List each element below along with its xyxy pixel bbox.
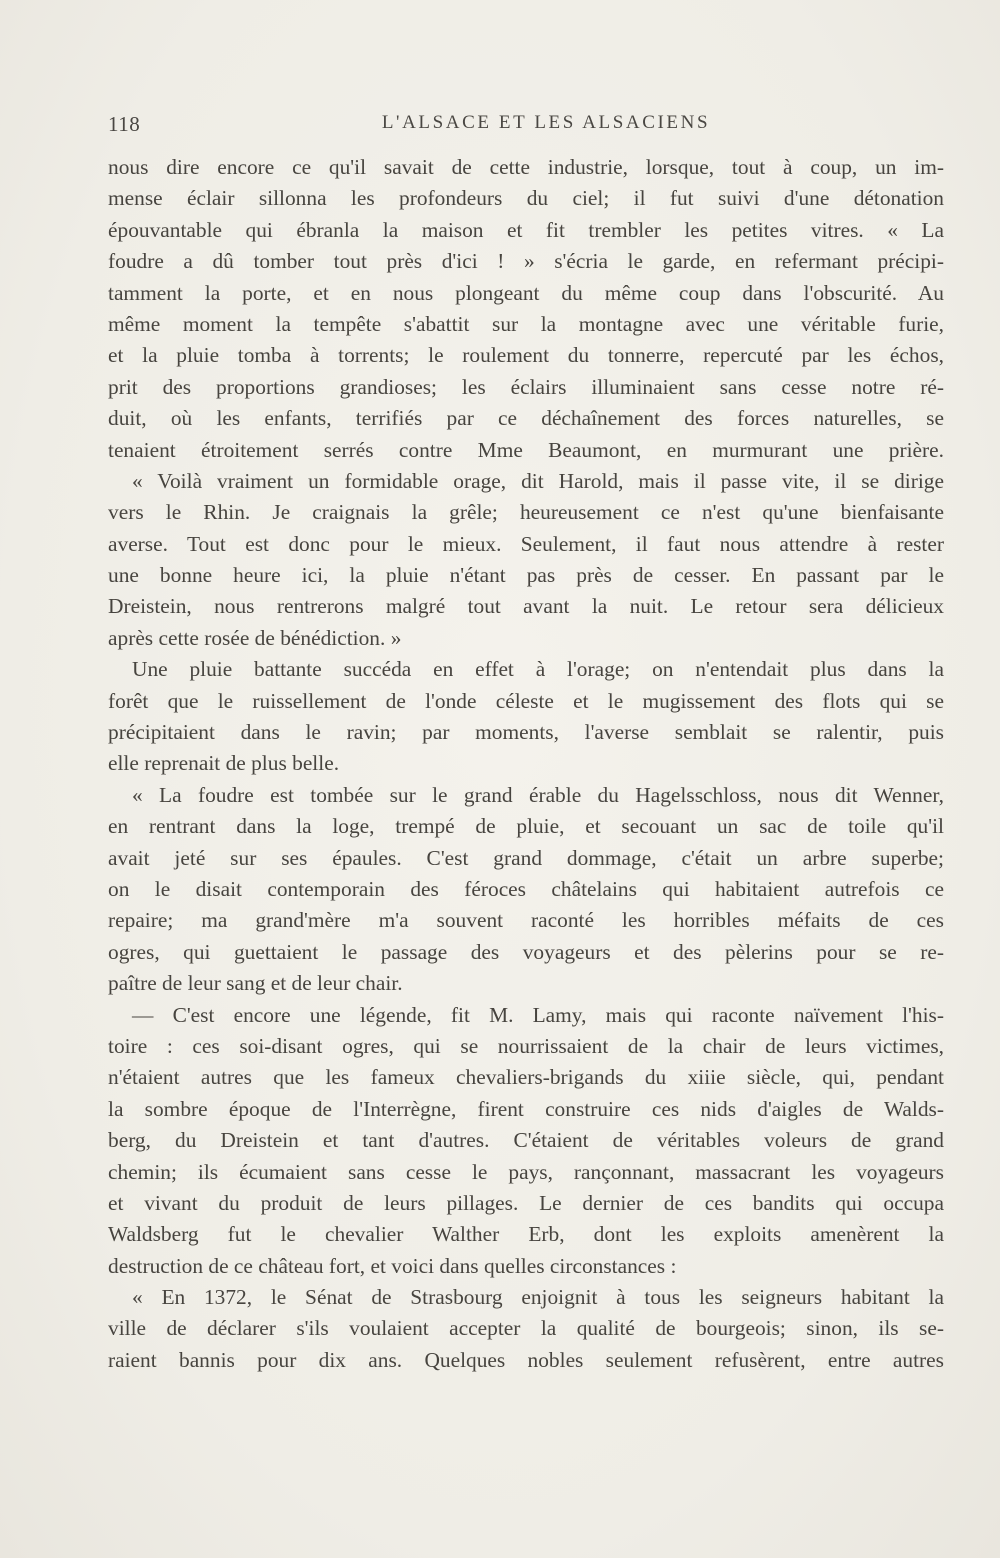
text-line: vers le Rhin. Je craignais la grêle; heureusement ce n'est qu'une bienfaisante	[108, 500, 944, 525]
text-line: « En 1372, le Sénat de Strasbourg enjoignit à tous les seigneurs habitant la	[132, 1285, 944, 1310]
text-line: avait jeté sur ses épaules. C'est grand dommage, c'était un arbre superbe;	[108, 845, 944, 870]
text-line: la sombre époque de l'Interrègne, firent construire ces nids d'aigles de Walds-	[108, 1096, 944, 1121]
running-header	[108, 112, 944, 142]
text-line: duit, où les enfants, terrifiés par ce déchaînement des forces naturelles, se	[108, 406, 944, 431]
text-line: Une pluie battante succéda en effet à l'orage; on n'entendait plus dans la	[132, 657, 944, 682]
text-line: précipitaient dans le ravin; par moments, l'averse semblait se ralentir, puis	[108, 720, 944, 745]
text-line: Waldsberg fut le chevalier Walther Erb, dont les exploits amenèrent la	[108, 1222, 944, 1247]
text-line: « La foudre est tombée sur le grand érable du Hagelsschloss, nous dit Wenner,	[132, 782, 944, 807]
text-line: n'étaient autres que les fameux chevaliers-brigands du xiiie siècle, qui, pendant	[108, 1065, 944, 1090]
text-line: prit des proportions grandioses; les éclairs illuminaient sans cesse notre ré-	[108, 374, 944, 399]
text-line: en rentrant dans la loge, trempé de pluie, et secouant un sac de toile qu'il	[108, 814, 944, 839]
text-line: même moment la tempête s'abattit sur la montagne avec une véritable furie,	[108, 311, 944, 336]
text-line: — C'est encore une légende, fit M. Lamy, mais qui raconte naïvement l'his-	[132, 1002, 944, 1027]
running-title: L'ALSACE ET LES ALSACIENS	[381, 112, 711, 133]
text-line: destruction de ce château fort, et voici dans quelles circonstances :	[108, 1253, 677, 1278]
text-line: et vivant du produit de leurs pillages. Le dernier de ces bandits qui occupa	[108, 1190, 944, 1215]
text-line: épouvantable qui ébranla la maison et fit trembler les petites vitres. « La	[108, 217, 944, 242]
text-line: raient bannis pour dix ans. Quelques nobles seulement refusèrent, entre autres	[108, 1347, 944, 1372]
text-line: tenaient étroitement serrés contre Mme Beaumont, en murmurant une prière.	[108, 437, 944, 462]
text-line: averse. Tout est donc pour le mieux. Seulement, il faut nous attendre à rester	[108, 531, 944, 556]
text-line: chemin; ils écumaient sans cesse le pays, rançonnant, massacrant les voyageurs	[108, 1159, 944, 1184]
body-text	[108, 152, 944, 1376]
text-line: foudre a dû tomber tout près d'ici ! » s'écria le garde, en refermant précipi-	[108, 249, 944, 274]
text-line: et la pluie tomba à torrents; le roulement du tonnerre, repercuté par les échos,	[108, 343, 944, 368]
text-line: mense éclair sillonna les profondeurs du ciel; il fut suivi d'une détonation	[108, 186, 944, 211]
text-line: tamment la porte, et en nous plongeant du même coup dans l'obscurité. Au	[108, 280, 944, 305]
text-line: après cette rosée de bénédiction. »	[108, 625, 402, 650]
text-line: forêt que le ruissellement de l'onde céleste et le mugissement des flots qui se	[108, 688, 944, 713]
text-line: elle reprenait de plus belle.	[108, 751, 340, 776]
text-line: toire : ces soi-disant ogres, qui se nourrissaient de la chair de leurs victimes,	[108, 1033, 944, 1058]
text-line: berg, du Dreistein et tant d'autres. C'étaient de véritables voleurs de grand	[108, 1128, 944, 1153]
text-line: repaire; ma grand'mère m'a souvent raconté les horribles méfaits de ces	[108, 908, 944, 933]
text-line: « Voilà vraiment un formidable orage, dit Harold, mais il passe vite, il se dirige	[132, 468, 944, 493]
text-line: ogres, qui guettaient le passage des voyageurs et des pèlerins pour se re-	[108, 939, 944, 964]
page-number: 118	[108, 112, 141, 136]
text-line: ville de déclarer s'ils voulaient accepter la qualité de bourgeois; sinon, ils se-	[108, 1316, 944, 1341]
text-line: Dreistein, nous rentrerons malgré tout avant la nuit. Le retour sera délicieux	[108, 594, 944, 619]
text-line: paître de leur sang et de leur chair.	[108, 971, 403, 996]
text-line: on le disait contemporain des féroces châtelains qui habitaient autrefois ce	[108, 876, 944, 901]
text-line: une bonne heure ici, la pluie n'étant pas près de cesser. En passant par le	[108, 563, 944, 588]
text-line: nous dire encore ce qu'il savait de cette industrie, lorsque, tout à coup, un im-	[108, 155, 944, 179]
